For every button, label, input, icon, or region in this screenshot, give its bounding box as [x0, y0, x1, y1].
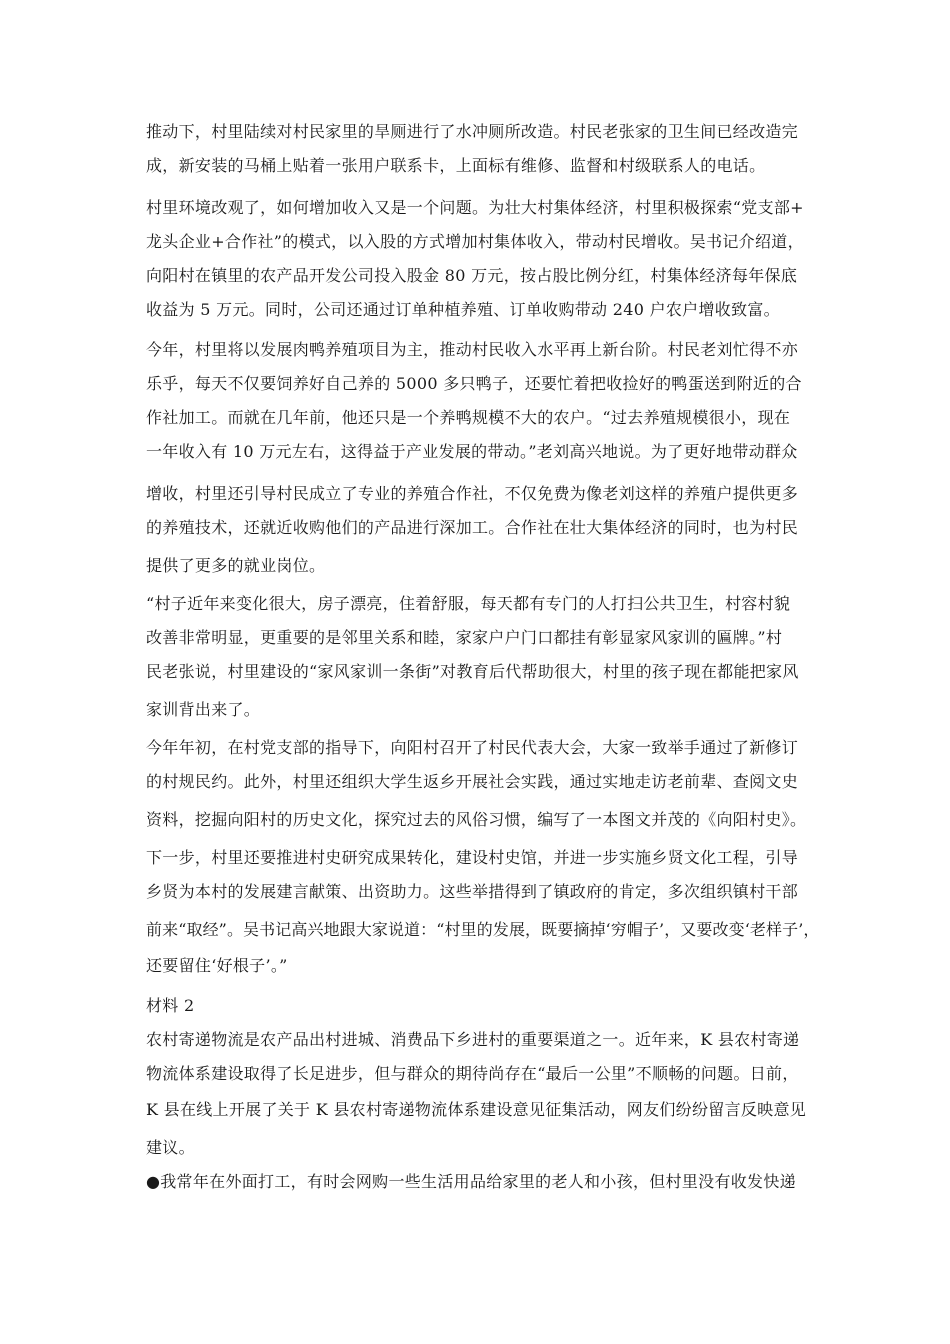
- text-line: 收益为 5 万元。同时，公司还通过订单种植养殖、订单收购带动 240 户农户增收致富。: [146, 300, 780, 319]
- text-line: 作社加工。而就在几年前，他还只是一个养鸭规模不大的农户。“过去养殖规模很小，现在: [146, 408, 791, 427]
- text-line: 前来“取经”。吴书记高兴地跟大家说道：“村里的发展，既要摘掉‘穷帽子’，又要改变‘老样子’，: [146, 920, 820, 939]
- text-line: 家训背出来了。: [146, 700, 261, 719]
- text-line: 还要留住‘好根子’。”: [146, 956, 288, 975]
- section-heading: 材料 2: [146, 996, 195, 1015]
- text-line: K 县在线上开展了关于 K 县农村寄递物流体系建设意见征集活动，网友们纷纷留言反映意见: [146, 1100, 807, 1119]
- text-line: 成，新安装的马桶上贴着一张用户联系卡，上面标有维修、监督和村级联系人的电话。: [146, 156, 766, 175]
- text-line: 下一步，村里还要推进村史研究成果转化，建设村史馆，并进一步实施乡贤文化工程，引导: [146, 848, 799, 867]
- text-line: 的养殖技术，还就近收购他们的产品进行深加工。合作社在壮大集体经济的同时，也为村民: [146, 518, 799, 537]
- text-line: 向阳村在镇里的农产品开发公司投入股金 80 万元，按占股比例分红，村集体经济每年保底: [146, 266, 798, 285]
- text-line: 村里环境改观了，如何增加收入又是一个问题。为壮大村集体经济，村里积极探索“党支部+: [146, 198, 804, 217]
- text-line: 的村规民约。此外，村里还组织大学生返乡开展社会实践，通过实地走访老前辈、查阅文史: [146, 772, 799, 791]
- text-line: 物流体系建设取得了长足进步，但与群众的期待尚存在“最后一公里”不顺畅的问题。日前，: [146, 1064, 799, 1083]
- text-line: 乐乎，每天不仅要饲养好自己养的 5000 多只鸭子，还要忙着把收捡好的鸭蛋送到附近的合: [146, 374, 802, 393]
- text-line: 民老张说，村里建设的“家风家训一条街”对教育后代帮助很大，村里的孩子现在都能把家风: [146, 662, 799, 681]
- text-line: 推动下，村里陆续对村民家里的旱厕进行了水冲厕所改造。村民老张家的卫生间已经改造完: [146, 122, 799, 141]
- text-line: 改善非常明显，更重要的是邻里关系和睦，家家户户门口都挂有彰显家风家训的匾牌。”村: [146, 628, 783, 647]
- text-line: 今年年初，在村党支部的指导下，向阳村召开了村民代表大会，大家一致举手通过了新修订: [146, 738, 799, 757]
- text-line: 建议。: [146, 1138, 195, 1157]
- text-line: 今年，村里将以发展肉鸭养殖项目为主，推动村民收入水平再上新台阶。村民老刘忙得不亦: [146, 340, 799, 359]
- text-line: 资料，挖掘向阳村的历史文化，探究过去的风俗习惯，编写了一本图文并茂的《向阳村史》。: [146, 810, 807, 829]
- text-line: 龙头企业+合作社”的模式，以入股的方式增加村集体收入，带动村民增收。吴书记介绍道，: [146, 232, 804, 251]
- bullet-line: ●我常年在外面打工，有时会网购一些生活用品给家里的老人和小孩，但村里没有收发快递: [146, 1172, 796, 1191]
- text-line: 乡贤为本村的发展建言献策、出资助力。这些举措得到了镇政府的肯定，多次组织镇村干部: [146, 882, 799, 901]
- text-line: “村子近年来变化很大，房子漂亮，住着舒服，每天都有专门的人打扫公共卫生，村容村貌: [146, 594, 791, 613]
- text-line: 农村寄递物流是农产品出村进城、消费品下乡进村的重要渠道之一。近年来，K 县农村寄递: [146, 1030, 800, 1049]
- text-line: 增收，村里还引导村民成立了专业的养殖合作社，不仅免费为像老刘这样的养殖户提供更多: [146, 484, 799, 503]
- text-line: 一年收入有 10 万元左右，这得益于产业发展的带动。”老刘高兴地说。为了更好地带动群众: [146, 442, 798, 461]
- text-line: 提供了更多的就业岗位。: [146, 556, 326, 575]
